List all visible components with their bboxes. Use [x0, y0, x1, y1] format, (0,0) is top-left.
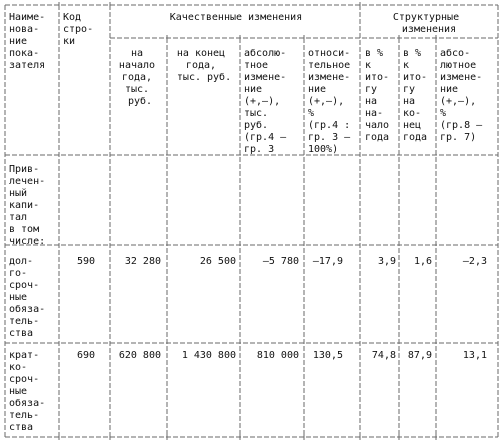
- header-col-rel: относи- тельное измене- ние (+,–), % (гр.4 : гр. 3 – 100%): [308, 48, 351, 155]
- table-header: [9, 12, 488, 155]
- table-row: [9, 256, 487, 339]
- row-abs-struct: 13,1: [462, 350, 487, 361]
- row-share-end: 1,6: [413, 256, 432, 267]
- row-share-start: 74,8: [371, 350, 396, 361]
- row-name: крат- ко- сроч- ные обяза- тель- ства: [9, 350, 46, 433]
- table-row: [9, 350, 487, 433]
- row-start: 32 280: [124, 256, 161, 267]
- row-code: 690: [76, 350, 95, 361]
- row-code: 590: [76, 256, 95, 267]
- row-end: 26 500: [199, 256, 236, 267]
- row-end: 1 430 800: [181, 350, 236, 361]
- row-rel: 130,5: [312, 350, 343, 361]
- row-rel: –17,9: [312, 256, 343, 267]
- row-share-start: 3,9: [377, 256, 396, 267]
- section-label: Прив- лечен- ный капи- тал в том числе:: [9, 164, 46, 247]
- row-start: 620 800: [118, 350, 161, 361]
- row-share-end: 87,9: [407, 350, 432, 361]
- header-indicator: Наиме- нова- ние пока- зателя: [9, 12, 46, 71]
- header-code: Код стро- ки: [63, 12, 94, 47]
- header-col-abs-struct: абсо- лютное измене- ние (+,–), % (гр.8 – гр. 7): [440, 48, 483, 143]
- row-name: дол- го- сроч- ные обяза- тель- ства: [9, 256, 46, 339]
- header-qual-group: Качественные изменения: [169, 12, 303, 23]
- header-col-share-end: в % к ито- гу на ко- нец года: [403, 48, 428, 143]
- header-col-start: на начало года, тыс. руб.: [118, 48, 156, 107]
- row-abs: 810 000: [256, 350, 299, 361]
- section-row: [9, 164, 51, 247]
- header-col-end: на конец года, тыс. руб.: [176, 48, 232, 83]
- header-col-share-start: в % к ито- гу на на- чало года: [365, 48, 390, 143]
- row-abs-struct: –2,3: [462, 256, 487, 267]
- header-col-abs: абсолю- тное измене- ние (+,–), тыс. руб. (гр.4 – гр. 3: [244, 48, 287, 155]
- header-struct-group: Структурные изменения: [392, 12, 460, 35]
- row-abs: –5 780: [262, 256, 299, 267]
